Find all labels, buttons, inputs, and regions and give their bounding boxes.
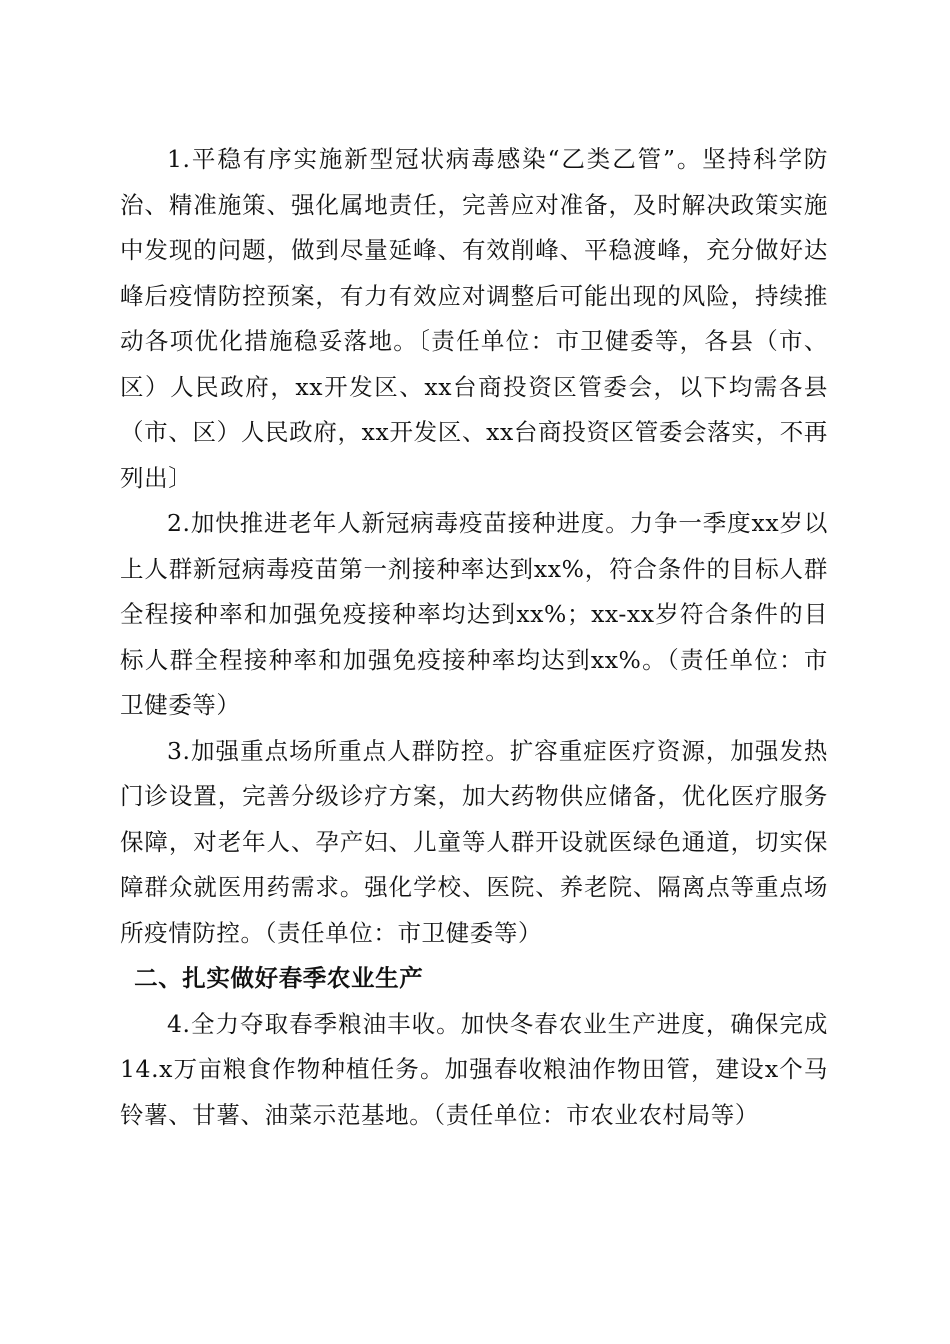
paragraph-item-4: 4.全力夺取春季粮油丰收。加快冬春农业生产进度，确保完成14.x万亩粮食作物种植任务。加强春收粮油作物田管，建设x个马铃薯、甘薯、油菜示范基地。（责任单位：市农业农村局等） bbox=[120, 1009, 828, 1129]
document-body bbox=[120, 137, 828, 1138]
paragraph-item-1: 1.平稳有序实施新型冠状病毒感染“乙类乙管”。坚持科学防治、精准施策、强化属地责任，完善应对准备，及时解决政策实施中发现的问题，做到尽量延峰、有效削峰、平稳渡峰，充分做好达峰后疫情防控预案，有力有效应对调整后可能出现的风险，持续推动各项优化措施稳妥落地。〔责任单位：市卫健委等，各县（市、区）人民政府，xx开发区、xx台商投资区管委会，以下均需各县（市、区）人民政府，xx开发区、xx台商投资区管委会落实，不再列出〕 bbox=[120, 145, 828, 492]
paragraph-item-2: 2.加快推进老年人新冠病毒疫苗接种进度。力争一季度xx岁以上人群新冠病毒疫苗第一剂接种率达到xx%，符合条件的目标人群全程接种率和加强免疫接种率均达到xx%；xx-xx岁符合条件的目标人群全程接种率和加强免疫接种率均达到xx%。（责任单位：市卫健委等） bbox=[120, 509, 828, 719]
paragraph-item-3: 3.加强重点场所重点人群防控。扩容重症医疗资源，加强发热门诊设置，完善分级诊疗方案，加大药物供应储备，优化医疗服务保障，对老年人、孕产妇、儿童等人群开设就医绿色通道，切实保障群众就医用药需求。强化学校、医院、养老院、隔离点等重点场所疫情防控。（责任单位：市卫健委等） bbox=[120, 736, 828, 947]
section-heading-2: 二、扎实做好春季农业生产 bbox=[134, 964, 424, 992]
